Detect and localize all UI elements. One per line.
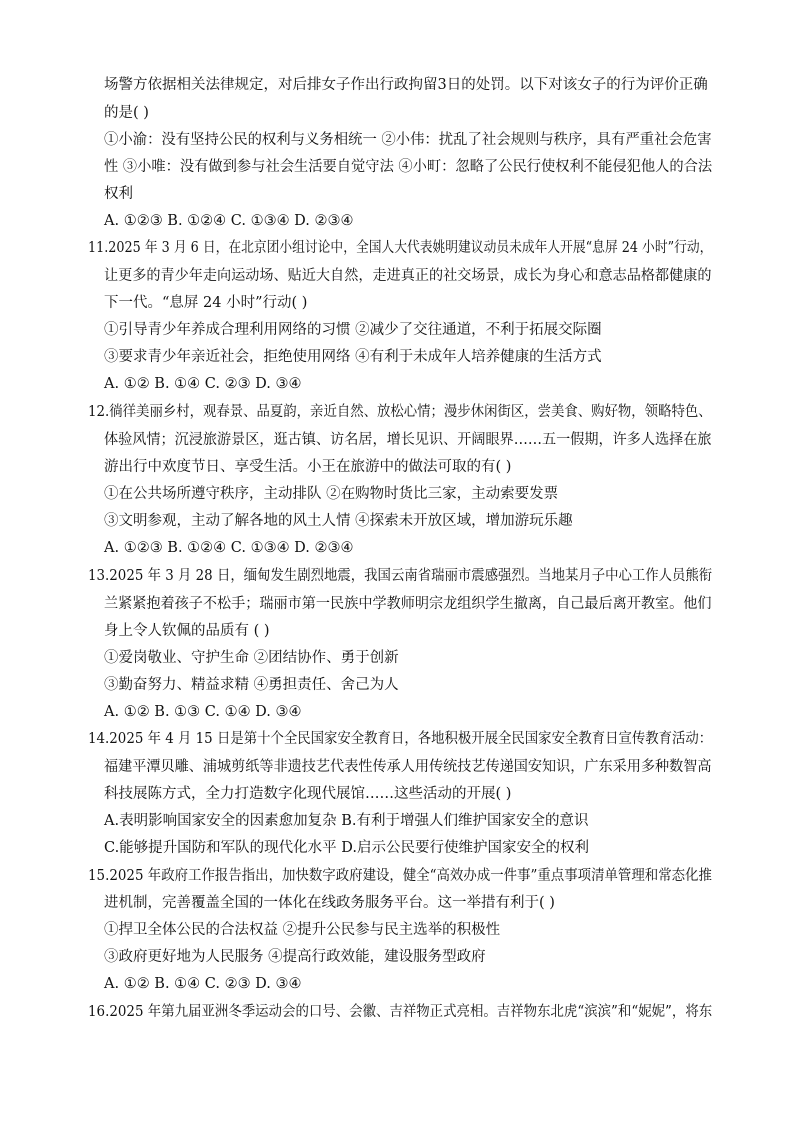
q14-line-3: 科技展陈方式，全力打造数字化现代展馆……这些活动的开展( ) [104, 786, 512, 802]
q13-line-1: 13.2025 年 3 月 28 日，缅甸发生剧烈地震，我国云南省瑞丽市震感强烈。当地某月子中心工作人员熊衔 [88, 568, 713, 584]
q15-line-4: ③政府更好地为人民服务 ④提高行政效能，建设服务型政府 [104, 949, 486, 965]
q11-line-1: 11.2025 年 3 月 6 日，在北京团小组讨论中，全国人大代表姚明建议动员未成年人开展“息屏 24 小时”行动， [88, 240, 713, 256]
q10-line-2: 的是( ) [104, 105, 149, 121]
q14-line-4: A.表明影响国家安全的因素愈加复杂 B.有利于增强人们维护国家安全的意识 [104, 813, 589, 829]
q12-line-2: 体验风情；沉浸旅游景区，逛古镇、访名居，增长见识、开阔眼界……五一假期，许多人选择在旅 [104, 432, 712, 448]
q13-line-5: ③勤奋努力、精益求精 ④勇担责任、舍己为人 [104, 677, 399, 693]
q15-line-3: ①捍卫全体公民的合法权益 ②提升公民参与民主选举的积极性 [104, 922, 501, 938]
q12-line-3: 游出行中欢度节日、享受生活。小王在旅游中的做法可取的有( ) [104, 459, 512, 475]
q13-line-3: 身上令人钦佩的品质有 ( ) [104, 623, 270, 639]
q12-line-5: ③文明参观，主动了解各地的风土人情 ④探索未开放区域，增加游玩乐趣 [104, 513, 573, 529]
q10-answers: A. ①②③ B. ①②④ C. ①③④ D. ②③④ [104, 213, 354, 229]
q12-line-4: ①在公共场所遵守秩序，主动排队 ②在购物时货比三家，主动索要发票 [104, 486, 559, 502]
q13-line-2: 兰紧紧抱着孩子不松手；瑞丽市第一民族中学教师明宗龙组织学生撤离，自己最后离开教室。他们 [104, 596, 712, 612]
q14-line-2: 福建平潭贝雕、浦城剪纸等非遗技艺代表性传承人用传统技艺传递国安知识，广东采用多种数智高 [104, 759, 712, 775]
q11-line-3: 下一代。“息屏 24 小时”行动( ) [104, 295, 308, 311]
q12-answers: A. ①②③ B. ①②④ C. ①③④ D. ②③④ [104, 540, 354, 556]
q15-answers: A. ①② B. ①④ C. ②③ D. ③④ [104, 976, 302, 992]
q14-line-5: C.能够提升国防和军队的现代化水平 D.启示公民要行使维护国家安全的权利 [104, 840, 590, 856]
q13-line-4: ①爱岗敬业、守护生命 ②团结协作、勇于创新 [104, 650, 399, 666]
q12-line-1: 12.徜徉美丽乡村，观春景、品夏韵，亲近自然、放松心情；漫步休闲街区，尝美食、购好物，领略特色、 [88, 404, 712, 420]
q15-line-2: 进机制，完善覆盖全国的一体化在线政务服务平台。这一举措有利于( ) [104, 895, 555, 911]
q11-line-4: ①引导青少年养成合理利用网络的习惯 ②减少了交往通道，不利于拓展交际圈 [104, 322, 602, 338]
q10-line-1: 场警方依据相关法律规定，对后排女子作出行政拘留3日的处罚。以下对该女子的行为评价正确 [104, 77, 708, 93]
q10-line-4: 性 ③小唯：没有做到参与社会生活要自觉守法 ④小町：忽略了公民行使权利不能侵犯他人的合法 [104, 159, 713, 175]
q11-answers: A. ①② B. ①④ C. ②③ D. ③④ [104, 376, 302, 392]
q10-line-3: ①小渝：没有坚持公民的权利与义务相统一 ②小伟：扰乱了社会规则与秩序，具有严重社会危害 [104, 132, 712, 148]
q14-line-1: 14.2025 年 4 月 15 日是第十个全民国家安全教育日，各地积极开展全民国家安全教育日宣传教育活动： [88, 731, 713, 747]
q15-line-1: 15.2025 年政府工作报告指出，加快数字政府建设，健全“高效办成一件事”重点事项清单管理和常态化推 [88, 868, 712, 884]
q11-line-5: ③要求青少年亲近社会，拒绝使用网络 ④有利于未成年人培养健康的生活方式 [104, 349, 602, 365]
q13-answers: A. ①② B. ①③ C. ①④ D. ③④ [104, 704, 302, 720]
q16-line-1: 16.2025 年第九届亚洲冬季运动会的口号、会徽、吉祥物正式亮相。吉祥物东北虎“滨滨”和“妮妮”，将东 [88, 1004, 713, 1020]
q11-line-2: 让更多的青少年走向运动场、贴近大自然，走进真正的社交场景，成长为身心和意志品格都健康的 [104, 268, 712, 284]
q10-line-5: 权利 [104, 186, 133, 202]
